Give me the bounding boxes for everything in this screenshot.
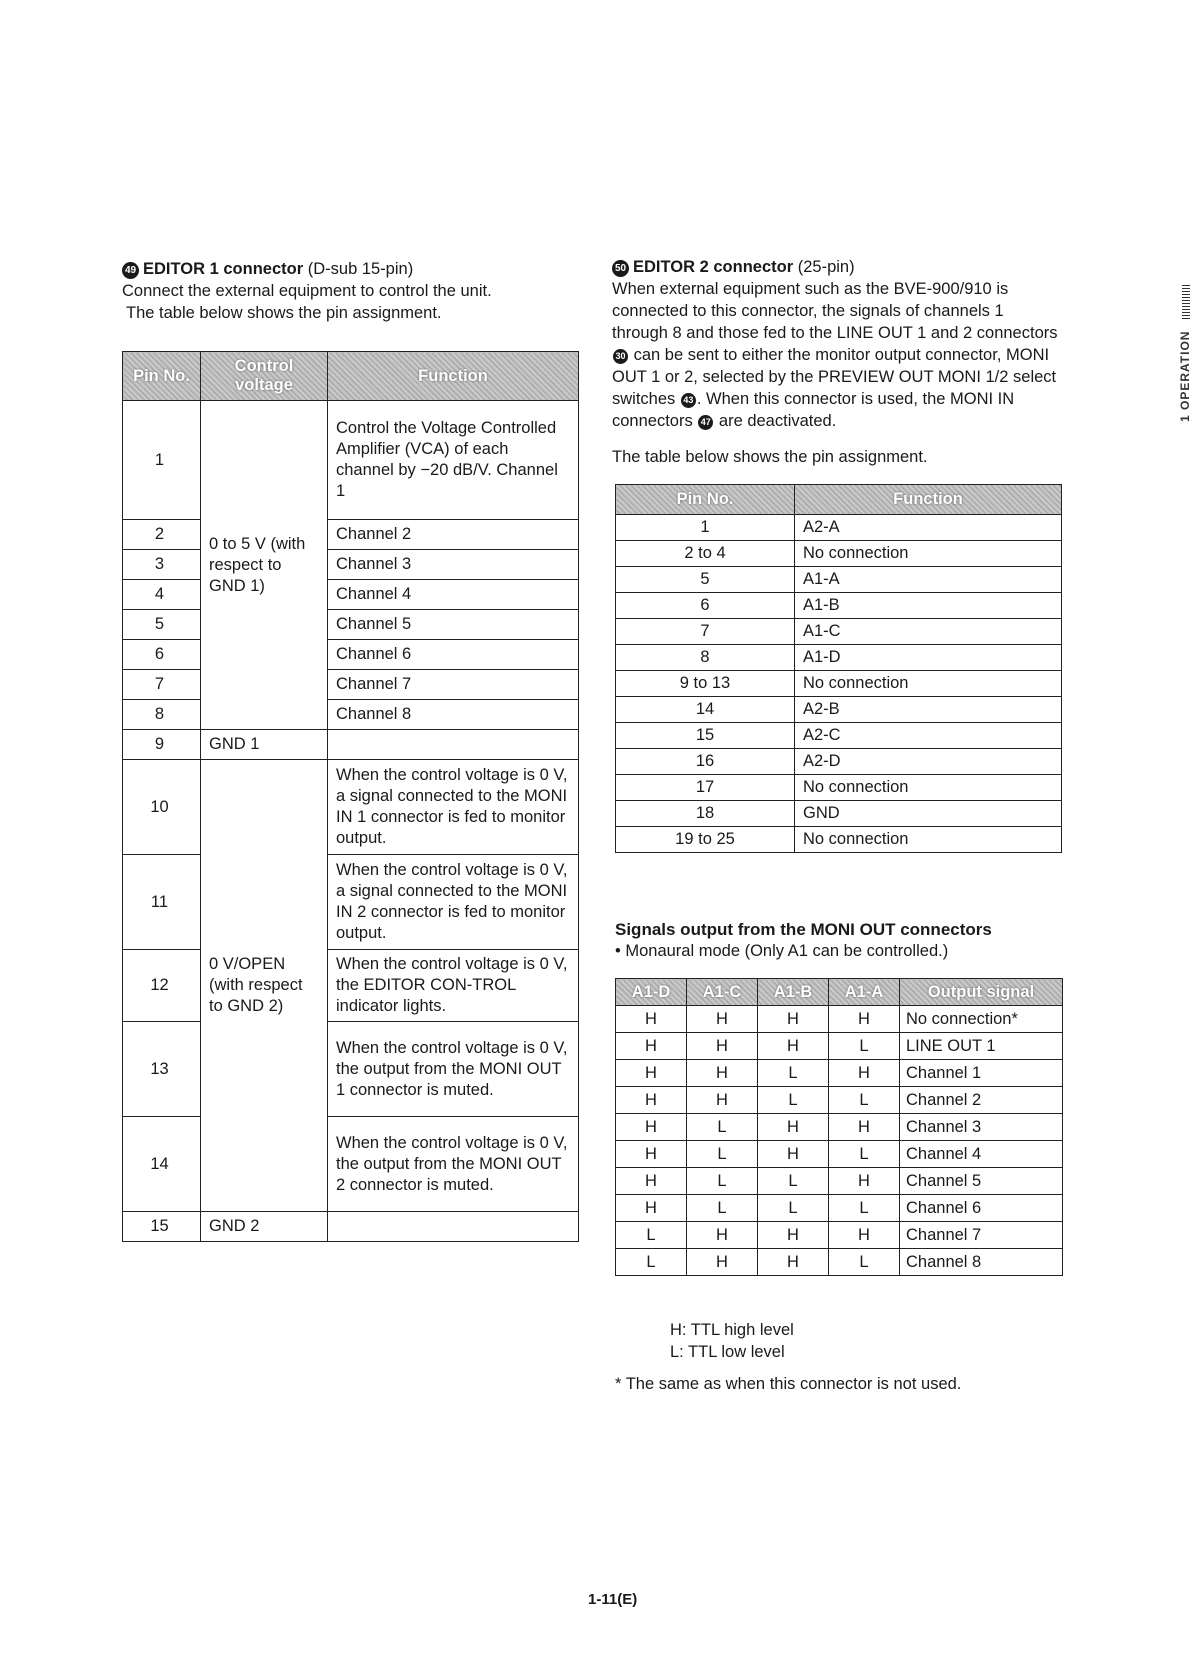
a1-c-cell: H [687,1033,758,1060]
editor1-pin-table [122,351,579,1242]
a1-a-cell: L [829,1195,900,1222]
table-row [616,1141,1063,1168]
output-signal-cell: LINE OUT 1 [900,1033,1063,1060]
pin-cell: 16 [616,749,795,775]
editor2-heading [612,256,1062,278]
pin-cell: 19 to 25 [616,827,795,853]
table-row [616,749,1062,775]
table-row [123,520,579,550]
table-row [616,515,1062,541]
editor2-title: EDITOR 2 connector [633,258,794,276]
pin-cell: 12 [123,950,201,1022]
tab-tick-marks [1182,285,1190,319]
function-cell: No connection [795,541,1062,567]
editor2-desc-part-c: . When this connector is used, the MONI IN connectors [612,390,1015,430]
a1-c-cell: L [687,1195,758,1222]
legend-high: H: TTL high level [670,1321,794,1339]
function-cell: When the control voltage is 0 V, a signal connected to the MONI IN 2 connector is fed to monitor output. [328,855,579,950]
pin-cell: 5 [616,567,795,593]
a1-c-cell: L [687,1141,758,1168]
editor1-section [122,258,582,324]
function-cell: A1-C [795,619,1062,645]
pin-cell: 1 [123,401,201,520]
table-row [123,855,579,950]
editor1-title-suffix: (D-sub 15-pin) [303,260,414,278]
editor1-intro-1: Connect the external equipment to control the unit. [122,282,492,300]
pin-cell: 15 [616,723,795,749]
table-row [123,580,579,610]
function-cell: No connection [795,827,1062,853]
table-row [616,1195,1063,1222]
table-row [616,801,1062,827]
pin-cell: 6 [123,640,201,670]
function-cell: When the control voltage is 0 V, a signal connected to the MONI IN 1 connector is fed to monitor output. [328,760,579,855]
pin-cell: 4 [123,580,201,610]
table-row [123,550,579,580]
pin-cell: 15 [123,1212,201,1242]
table-row [616,593,1062,619]
ref-marker-43: 43 [681,393,696,408]
a1-d-cell: H [616,1033,687,1060]
editor1-marker: 49 [122,262,139,279]
function-cell: Channel 4 [328,580,579,610]
level-legend [670,1319,794,1363]
a1-d-cell: H [616,1087,687,1114]
editor2-table-note: The table below shows the pin assignment. [612,448,928,466]
header-function: Function [328,352,579,401]
a1-c-cell: H [687,1087,758,1114]
header-a1-a: A1-A [829,979,900,1006]
legend-low: L: TTL low level [670,1343,785,1361]
editor2-title-suffix: (25-pin) [793,258,855,276]
function-cell: A2-B [795,697,1062,723]
table-row [616,567,1062,593]
function-cell: A2-A [795,515,1062,541]
function-cell [328,1212,579,1242]
function-cell: A2-D [795,749,1062,775]
a1-a-cell: H [829,1006,900,1033]
output-signal-cell: Channel 4 [900,1141,1063,1168]
table-row [616,827,1062,853]
table-row [616,671,1062,697]
table-row [123,640,579,670]
chapter-side-tab [1164,262,1192,422]
header-function: Function [795,485,1062,515]
editor2-table-body [616,515,1062,853]
header-a1-b: A1-B [758,979,829,1006]
a1-b-cell: H [758,1033,829,1060]
pin-cell: 13 [123,1022,201,1117]
table-row [616,697,1062,723]
function-cell: Control the Voltage Controlled Amplifier (VCA) of each channel by −20 dB/V. Channel 1 [328,401,579,520]
header-pin-no: Pin No. [616,485,795,515]
table-row [123,610,579,640]
output-signal-cell: Channel 7 [900,1222,1063,1249]
pin-cell: 7 [123,670,201,700]
a1-c-cell: H [687,1060,758,1087]
editor1-heading [122,258,582,280]
ref-marker-30: 30 [613,349,628,364]
pin-cell: 14 [616,697,795,723]
footnote: * The same as when this connector is not used. [615,1375,962,1393]
editor2-desc-part-a: When external equipment such as the BVE-900/910 is connected to this connector, the signals of channels 1 through 8 and those fed to the LINE OUT 1 and 2 connectors [612,280,1058,342]
editor2-description [612,278,1062,432]
function-cell: Channel 7 [328,670,579,700]
a1-b-cell: L [758,1087,829,1114]
pin-cell: 11 [123,855,201,950]
output-signal-cell: Channel 8 [900,1249,1063,1276]
output-signal-cell: Channel 3 [900,1114,1063,1141]
editor2-marker: 50 [612,260,629,277]
function-cell: When the control voltage is 0 V, the output from the MONI OUT 2 connector is muted. [328,1117,579,1212]
table-row [123,1117,579,1212]
header-a1-d: A1-D [616,979,687,1006]
table-row [616,1033,1063,1060]
ref-marker-47: 47 [698,415,713,430]
table-row [123,950,579,1022]
editor1-title: EDITOR 1 connector [143,260,304,278]
output-signal-cell: Channel 1 [900,1060,1063,1087]
header-control-voltage: Control voltage [201,352,328,401]
table-row [123,760,579,855]
table-row [123,700,579,730]
function-cell: When the control voltage is 0 V, the EDITOR CON-TROL indicator lights. [328,950,579,1022]
table-row [616,1060,1063,1087]
pin-cell: 3 [123,550,201,580]
pin-cell: 10 [123,760,201,855]
function-cell: Channel 8 [328,700,579,730]
function-cell: A1-A [795,567,1062,593]
function-cell: A1-D [795,645,1062,671]
table-row [616,723,1062,749]
a1-a-cell: H [829,1060,900,1087]
a1-a-cell: L [829,1033,900,1060]
editor2-desc-part-d: are deactivated. [714,412,837,430]
table-row [123,401,579,520]
a1-d-cell: L [616,1249,687,1276]
signals-table [615,978,1063,1276]
pin-cell: 14 [123,1117,201,1212]
a1-c-cell: H [687,1006,758,1033]
a1-b-cell: H [758,1114,829,1141]
function-cell [328,730,579,760]
pin-cell: 8 [123,700,201,730]
table-row [123,1022,579,1117]
output-signal-cell: No connection* [900,1006,1063,1033]
pin-cell: 2 [123,520,201,550]
a1-b-cell: H [758,1249,829,1276]
function-cell: Channel 5 [328,610,579,640]
a1-b-cell: L [758,1195,829,1222]
a1-d-cell: H [616,1168,687,1195]
a1-a-cell: H [829,1222,900,1249]
output-signal-cell: Channel 2 [900,1087,1063,1114]
a1-b-cell: H [758,1141,829,1168]
pin-cell: 18 [616,801,795,827]
a1-b-cell: H [758,1006,829,1033]
output-signal-cell: Channel 5 [900,1168,1063,1195]
editor1-intro-2: The table below shows the pin assignment. [126,304,442,322]
output-signal-cell: Channel 6 [900,1195,1063,1222]
table-row [616,541,1062,567]
table-row [123,670,579,700]
header-output-signal: Output signal [900,979,1063,1006]
a1-a-cell: L [829,1087,900,1114]
pin-cell: 9 to 13 [616,671,795,697]
pin-cell: 8 [616,645,795,671]
table-row [616,775,1062,801]
signals-mode: • Monaural mode (Only A1 can be controlled.) [615,942,949,960]
a1-d-cell: H [616,1060,687,1087]
signals-table-body [616,1006,1063,1276]
a1-d-cell: H [616,1195,687,1222]
a1-b-cell: L [758,1060,829,1087]
pin-cell: 7 [616,619,795,645]
table-row [616,1168,1063,1195]
table-row [616,1249,1063,1276]
page-number: 1-11(E) [588,1591,638,1608]
table-row [123,1212,579,1242]
a1-d-cell: H [616,1006,687,1033]
a1-a-cell: L [829,1249,900,1276]
editor2-section [612,256,1062,468]
a1-a-cell: H [829,1114,900,1141]
a1-c-cell: L [687,1168,758,1195]
header-a1-c: A1-C [687,979,758,1006]
voltage-group-cell: GND 2 [201,1212,328,1242]
chapter-label: 1 OPERATION [1178,330,1192,422]
function-cell: Channel 6 [328,640,579,670]
pin-cell: 6 [616,593,795,619]
function-cell: GND [795,801,1062,827]
pin-cell: 5 [123,610,201,640]
table-row [123,730,579,760]
function-cell: When the control voltage is 0 V, the output from the MONI OUT 1 connector is muted. [328,1022,579,1117]
table-row [616,619,1062,645]
a1-b-cell: L [758,1168,829,1195]
a1-c-cell: L [687,1114,758,1141]
a1-c-cell: H [687,1249,758,1276]
table-row [616,1087,1063,1114]
table-row [616,1006,1063,1033]
a1-d-cell: H [616,1114,687,1141]
header-pin-no: Pin No. [123,352,201,401]
signals-title: Signals output from the MONI OUT connectors [615,920,992,939]
voltage-group-cell: 0 V/OPEN (with respect to GND 2) [201,760,328,1212]
editor2-pin-table [615,484,1062,853]
pin-cell: 9 [123,730,201,760]
pin-cell: 1 [616,515,795,541]
voltage-group-cell: GND 1 [201,730,328,760]
function-cell: A1-B [795,593,1062,619]
a1-c-cell: H [687,1222,758,1249]
table-row [616,1222,1063,1249]
function-cell: Channel 2 [328,520,579,550]
a1-d-cell: L [616,1222,687,1249]
a1-a-cell: H [829,1168,900,1195]
function-cell: No connection [795,671,1062,697]
a1-d-cell: H [616,1141,687,1168]
editor2-desc-part-b: can be sent to either the monitor output connector, MONI OUT 1 or 2, selected by the PREVIEW OUT MONI 1/2 select switches [612,346,1057,408]
function-cell: A2-C [795,723,1062,749]
a1-b-cell: H [758,1222,829,1249]
pin-cell: 17 [616,775,795,801]
function-cell: Channel 3 [328,550,579,580]
function-cell: No connection [795,775,1062,801]
a1-a-cell: L [829,1141,900,1168]
pin-cell: 2 to 4 [616,541,795,567]
table-row [616,645,1062,671]
voltage-group-cell: 0 to 5 V (with respect to GND 1) [201,401,328,730]
table-row [616,1114,1063,1141]
